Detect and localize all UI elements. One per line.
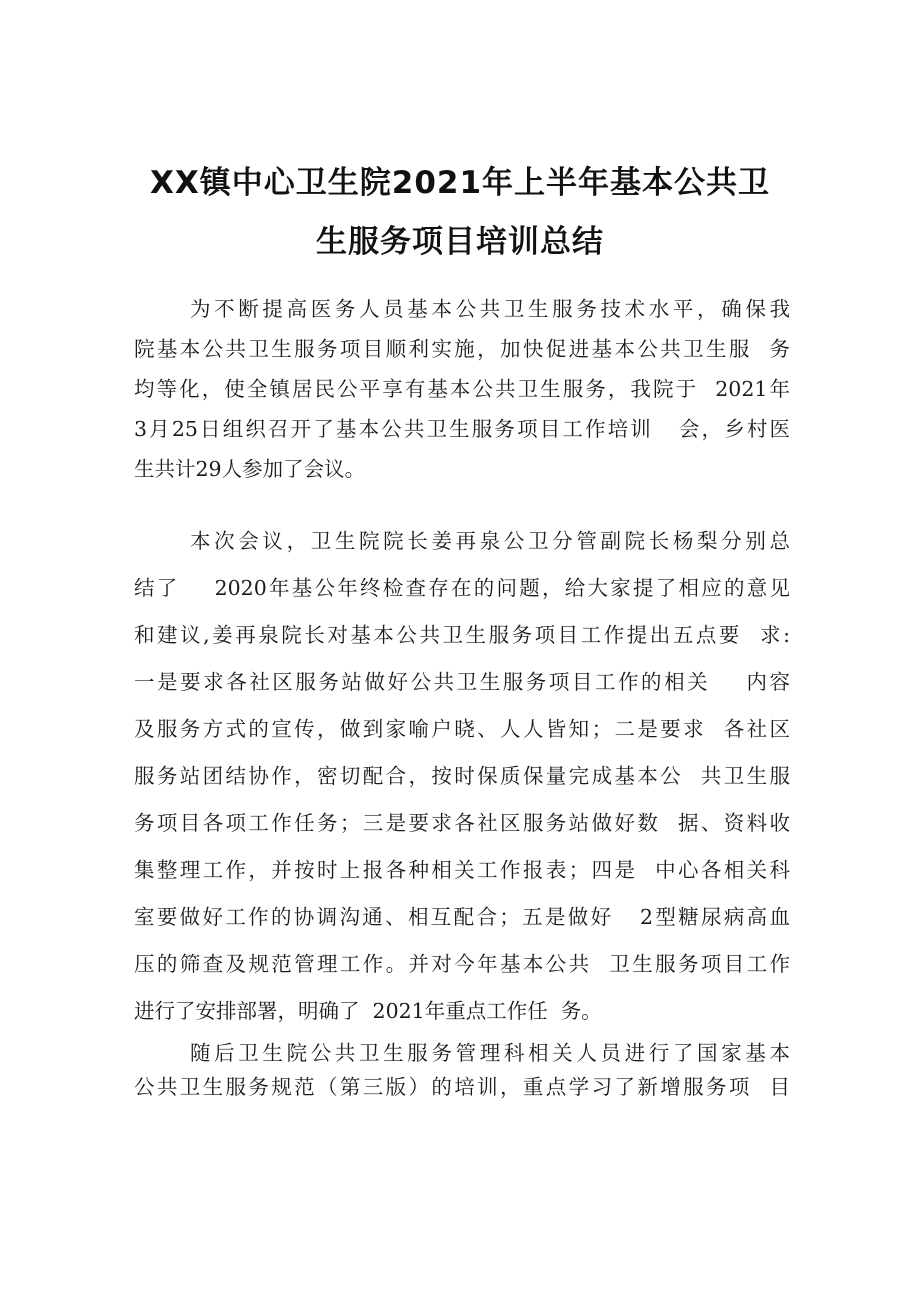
paragraph-line: 院基本公共卫生服务项目顺利实施，加快促进基本公共卫生服 务	[134, 337, 790, 361]
paragraph-line: 务项目各项工作任务；三是要求各社区服务站做好数 据、资料收	[134, 811, 790, 835]
paragraph-line: 及服务方式的宣传，做到家喻户晓、人人皆知；二是要求 各社区	[134, 717, 790, 741]
paragraph-line: 结了 2020年基公年终检查存在的问题，给大家提了相应的意见	[134, 576, 790, 600]
paragraph-line: 3月25日组织召开了基本公共卫生服务项目工作培训 会，乡村医	[134, 417, 790, 441]
document-title-line-2: 生服务项目培训总结	[316, 224, 604, 260]
paragraph-line: 集整理工作，并按时上报各种相关工作报表；四是 中心各相关科	[134, 858, 790, 882]
paragraph-line: 压的筛查及规范管理工作。并对今年基本公共 卫生服务项目工作	[134, 952, 790, 976]
document-title-line-1: XX镇中心卫生院2021年上半年基本公共卫	[149, 165, 771, 201]
paragraph-line: 均等化，使全镇居民公平享有基本公共卫生服务，我院于 2021年	[134, 377, 790, 401]
paragraph-line: 生共计29人参加了会议。	[134, 457, 366, 481]
paragraph-line: 公共卫生服务规范（第三版）的培训，重点学习了新增服务项 目	[134, 1075, 790, 1099]
paragraph-line: 和建议,姜再泉院长对基本公共卫生服务项目工作提出五点要 求:	[134, 623, 790, 647]
paragraph-line: 室要做好工作的协调沟通、相互配合；五是做好 2型糖尿病高血	[134, 905, 790, 929]
paragraph-line: 本次会议，卫生院院长姜再泉公卫分管副院长杨梨分别总	[190, 529, 790, 553]
paragraph-line: 服务站团结协作，密切配合，按时保质保量完成基本公 共卫生服	[134, 764, 790, 788]
paragraph-line: 一是要求各社区服务站做好公共卫生服务项目工作的相关 内容	[134, 670, 790, 694]
paragraph-line: 进行了安排部署，明确了 2021年重点工作任 务。	[134, 999, 602, 1023]
paragraph-line: 为不断提高医务人员基本公共卫生服务技术水平，确保我	[190, 297, 790, 321]
paragraph-line: 随后卫生院公共卫生服务管理科相关人员进行了国家基本	[190, 1041, 790, 1065]
